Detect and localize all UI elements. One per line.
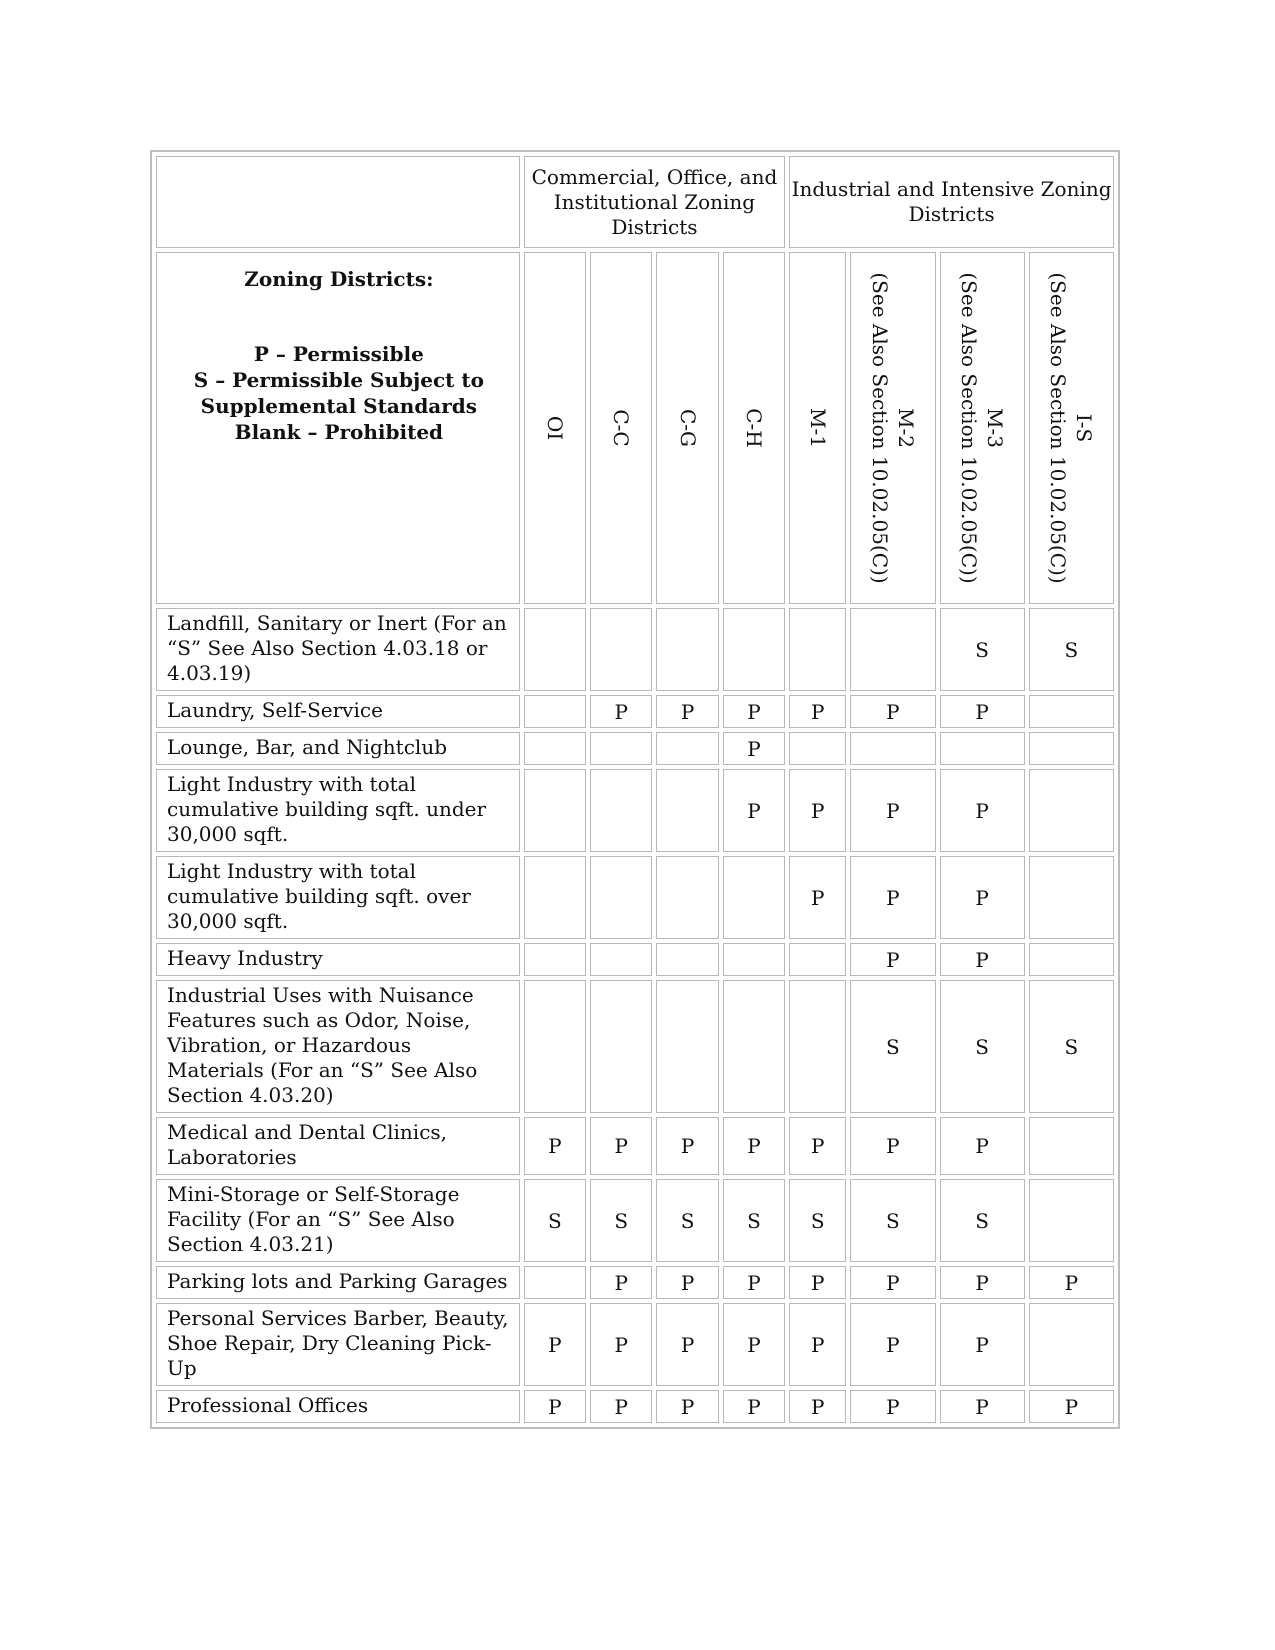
permission-cell [656,856,718,939]
permission-cell: P [590,1303,652,1386]
permission-cell [1029,1117,1114,1175]
legend-cell [156,252,520,604]
permission-cell [590,608,652,691]
table-body [156,608,1114,1423]
commercial-group-header: Commercial, Office, and Institutional Zoning Districts [524,156,785,248]
district-header-oi [524,252,586,604]
land-use-label: Light Industry with total cumulative building sqft. over 30,000 sqft. [156,856,520,939]
permission-cell [524,608,586,691]
permission-cell [590,943,652,976]
legend-permissible: P – Permissible [253,342,424,366]
permission-cell: P [656,1266,718,1299]
land-use-label: Lounge, Bar, and Nightclub [156,732,520,765]
table-row [156,769,1114,852]
land-use-label: Light Industry with total cumulative building sqft. under 30,000 sqft. [156,769,520,852]
district-code: C-C [609,409,634,447]
land-use-label: Medical and Dental Clinics, Laboratories [156,1117,520,1175]
district-code: M-1 [805,408,830,448]
permission-cell [723,943,785,976]
permission-cell: S [590,1179,652,1262]
district-note: (See Also Section 10.02.05(C)) [1046,272,1071,584]
permission-cell [789,980,846,1113]
permission-cell [1029,1303,1114,1386]
table-row [156,1303,1114,1386]
permission-cell [656,608,718,691]
permission-cell: P [524,1117,586,1175]
permission-cell [1029,769,1114,852]
permission-cell: P [850,1266,935,1299]
permission-cell: P [656,695,718,728]
district-header-i-s [1029,252,1114,604]
land-use-label: Industrial Uses with Nuisance Features such as Odor, Noise, Vibration, or Hazardous Materials (For an “S” See Also Section 4.03.20) [156,980,520,1113]
permission-cell: P [590,695,652,728]
permission-cell: P [940,1266,1025,1299]
permission-cell: P [850,943,935,976]
legend-title: Zoning Districts: [244,267,434,291]
permission-cell: P [850,1117,935,1175]
permission-cell: P [850,695,935,728]
permission-cell [1029,1179,1114,1262]
table-row [156,1179,1114,1262]
district-header-m-2 [850,252,935,604]
district-header-text [956,272,1008,583]
land-use-label: Landfill, Sanitary or Inert (For an “S” See Also Section 4.03.18 or 4.03.19) [156,608,520,691]
permission-cell: P [524,1303,586,1386]
district-code: OI [542,415,567,441]
permission-cell [656,732,718,765]
district-header-text [741,408,767,448]
permission-cell: P [789,1390,846,1423]
district-header-c-c [590,252,652,604]
permission-cell: P [723,1390,785,1423]
empty-corner-cell [156,156,520,248]
permission-cell: P [723,769,785,852]
district-header-c-h [723,252,785,604]
permission-cell: P [1029,1266,1114,1299]
permission-cell [590,732,652,765]
permission-cell [590,769,652,852]
table-row [156,943,1114,976]
table-row [156,1390,1114,1423]
permission-cell [524,856,586,939]
permission-cell [524,943,586,976]
land-use-label: Mini-Storage or Self-Storage Facility (For an “S” See Also Section 4.03.21) [156,1179,520,1262]
legend-supplemental: S – Permissible Subject to Supplemental Standards [193,368,484,418]
permission-cell: P [789,856,846,939]
permission-cell [524,769,586,852]
permission-cell: P [850,1390,935,1423]
district-header-text [805,408,831,448]
district-header-c-g [656,252,718,604]
district-header-text [867,272,919,583]
permission-cell: P [590,1117,652,1175]
permission-cell: S [524,1179,586,1262]
district-note: (See Also Section 10.02.05(C)) [867,272,892,584]
permission-cell: S [940,1179,1025,1262]
district-code: C-H [741,408,766,448]
land-use-label: Personal Services Barber, Beauty, Shoe Repair, Dry Cleaning Pick-Up [156,1303,520,1386]
land-use-label: Laundry, Self-Service [156,695,520,728]
zoning-use-table [150,150,1120,1429]
table-row [156,1117,1114,1175]
group-header-row [156,156,1114,248]
district-header-text [542,416,568,440]
permission-cell: S [940,608,1025,691]
district-header-text [1045,272,1097,583]
land-use-label: Professional Offices [156,1390,520,1423]
table-row [156,732,1114,765]
permission-cell: P [850,856,935,939]
table-row [156,980,1114,1113]
table-row [156,695,1114,728]
land-use-label: Parking lots and Parking Garages [156,1266,520,1299]
permission-cell: S [789,1179,846,1262]
permission-cell: P [1029,1390,1114,1423]
permission-cell: P [723,1303,785,1386]
permission-cell [940,732,1025,765]
permission-cell: S [656,1179,718,1262]
permission-cell: P [723,695,785,728]
permission-cell: S [1029,980,1114,1113]
table-row [156,1266,1114,1299]
permission-cell: P [723,1266,785,1299]
permission-cell: P [940,1390,1025,1423]
permission-cell: P [723,732,785,765]
permission-cell: P [524,1390,586,1423]
permission-cell [590,980,652,1113]
industrial-group-header: Industrial and Intensive Zoning Districts [789,156,1114,248]
district-note: (See Also Section 10.02.05(C)) [957,272,982,584]
permission-cell: S [1029,608,1114,691]
permission-cell [590,856,652,939]
permission-cell [850,608,935,691]
permission-cell: P [789,695,846,728]
permission-cell: P [940,1117,1025,1175]
permission-cell [789,943,846,976]
permission-cell [1029,695,1114,728]
permission-cell: S [723,1179,785,1262]
permission-cell: S [850,1179,935,1262]
permission-cell [656,769,718,852]
permission-cell: P [940,943,1025,976]
permission-cell: P [656,1117,718,1175]
table-row [156,608,1114,691]
permission-cell: P [789,1303,846,1386]
permission-cell [850,732,935,765]
permission-cell: P [789,769,846,852]
legend-prohibited: Blank – Prohibited [234,420,444,444]
permission-cell [524,695,586,728]
district-code: I-S [1072,413,1097,443]
district-header-row [156,252,1114,604]
permission-cell: P [940,769,1025,852]
district-header-m-1 [789,252,846,604]
permission-cell: P [789,1117,846,1175]
land-use-label: Heavy Industry [156,943,520,976]
permission-cell [1029,943,1114,976]
permission-cell [723,856,785,939]
permission-cell: S [940,980,1025,1113]
permission-cell [723,980,785,1113]
permission-cell: P [590,1266,652,1299]
permission-cell: P [850,769,935,852]
district-code: M-3 [983,408,1008,448]
permission-cell [656,943,718,976]
permission-cell: P [940,856,1025,939]
permission-cell: P [940,695,1025,728]
permission-cell: P [850,1303,935,1386]
permission-cell [1029,856,1114,939]
district-header-text [608,409,634,446]
permission-cell [656,980,718,1113]
permission-cell [789,732,846,765]
district-code: C-G [675,408,700,448]
permission-cell [723,608,785,691]
permission-cell [524,980,586,1113]
district-header-text [675,409,701,447]
permission-cell: P [590,1390,652,1423]
district-code: M-2 [893,408,918,448]
permission-cell: P [789,1266,846,1299]
permission-cell [789,608,846,691]
district-header-m-3 [940,252,1025,604]
permission-cell [524,732,586,765]
table-row [156,856,1114,939]
permission-cell: P [940,1303,1025,1386]
permission-cell [1029,732,1114,765]
permission-cell: S [850,980,935,1113]
permission-cell: P [656,1390,718,1423]
permission-cell [524,1266,586,1299]
permission-cell: P [656,1303,718,1386]
permission-cell: P [723,1117,785,1175]
